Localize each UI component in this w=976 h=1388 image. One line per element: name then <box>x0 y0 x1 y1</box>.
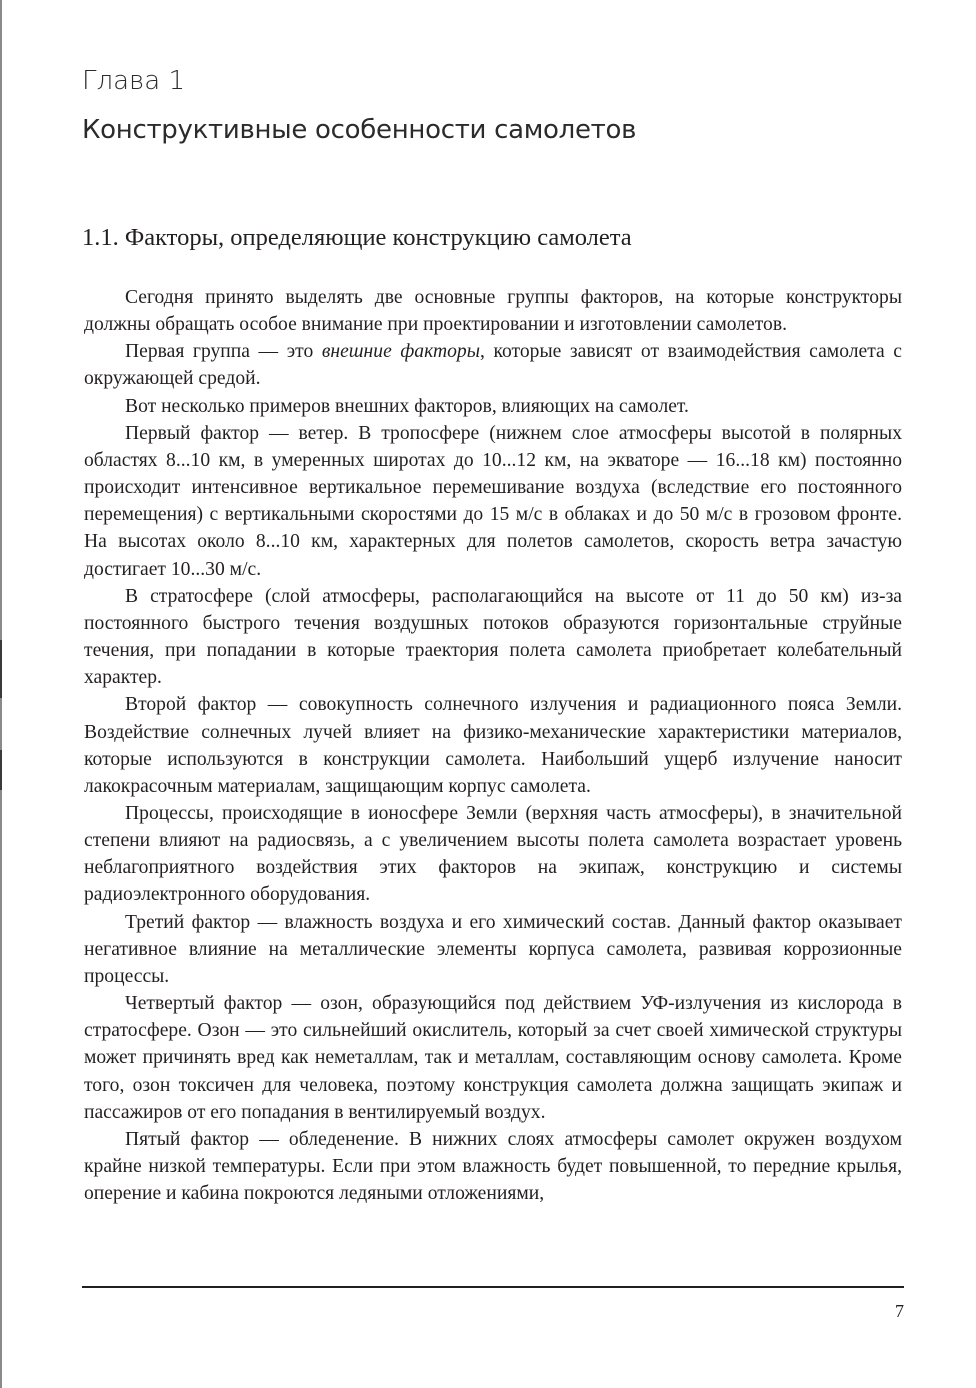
page-number: 7 <box>895 1301 904 1321</box>
paragraph: Сегодня принято выделять две основные группы факторов, на которые конструкторы должны обращать особое внимание при проектировании и изготовлении самолетов. <box>84 287 902 336</box>
body-text <box>84 284 902 1207</box>
chapter-label: Глава 1 <box>82 66 186 96</box>
paragraph: Первый фактор — ветер. В тропосфере (нижнем слое атмосферы высотой в полярных областях 8...10 км, в умеренных широтах до 10...12 км, на экваторе — 16...18 км) постоянно происходит интенсивное вертикальное перемешивание воздуха (вследствие его постоянного перемещения) с вертикальными скоростями до 15 м/с в облаках и до 50 м/с в грозовом фронте. На высотах около 8...10 км, характерных для полетов самолетов, скорость ветра зачастую достигает 10...30 м/с. <box>84 422 902 580</box>
paragraph: Процессы, происходящие в ионосфере Земли (верхняя часть атмосферы), в значительной степени влияют на радиосвязь, а с увеличением высоты полета самолета возрастает уровень неблагоприятного воздействия этих факторов на экипаж, конструкцию и системы радиоэлектронного оборудования. <box>84 802 902 906</box>
paragraph: Второй фактор — совокупность солнечного излучения и радиационного пояса Земли. Воздействие солнечных лучей влияет на физико-механические характеристики материалов, которые используются в конструкции самолета. Наибольший ущерб излучение наносит лакокрасочным материалам, защищающим корпус самолета. <box>84 694 902 797</box>
paragraph: Третий фактор — влажность воздуха и его химический состав. Данный фактор оказывает негативное влияние на металлические элементы корпуса самолета, развивая коррозионные процессы. <box>84 911 902 987</box>
paragraph-text: , которые зависят от взаимодействия самолета с окружающей средой. <box>84 341 902 390</box>
chapter-title: Конструктивные особенности самолетов <box>82 115 637 145</box>
emphasized-term: внешние факторы <box>321 341 480 363</box>
paragraph-text: Первая группа — это <box>125 341 322 363</box>
paragraph: Четвертый фактор — озон, образующийся под действием УФ-излучения из кислорода в стратосфере. Озон — это сильнейший окислитель, который за счет своей химической структуры может причинять вред как неметаллам, так и металлам, составляющим основу самолета. Кроме того, озон токсичен для человека, поэтому конструкция самолета должна защищать экипаж и пассажиров от его попадания в вентилируемый воздух. <box>84 993 902 1123</box>
paragraph: Пятый фактор — обледенение. В нижних слоях атмосферы самолет окружен воздухом крайне низкой температуры. Если при этом влажность будет повышенной, то передние крылья, оперение и кабина покроются ледяными отложениями, <box>84 1128 902 1205</box>
footer-rule <box>82 1286 904 1288</box>
page-edge-mark <box>0 750 2 790</box>
page-edge-mark <box>0 640 2 698</box>
paragraph <box>84 338 902 392</box>
section-title: 1.1. Факторы, определяющие конструкцию самолета <box>82 224 632 251</box>
paragraph: Вот несколько примеров внешних факторов, влияющих на самолет. <box>125 395 689 417</box>
paragraph: В стратосфере (слой атмосферы, располагающийся на высоте от 11 до 50 км) из-за постоянного быстрого течения воздушных потоков образуются горизонтальные струйные течения, при попадании в которые траектория полета самолета приобретает колебательный характер. <box>84 585 902 689</box>
